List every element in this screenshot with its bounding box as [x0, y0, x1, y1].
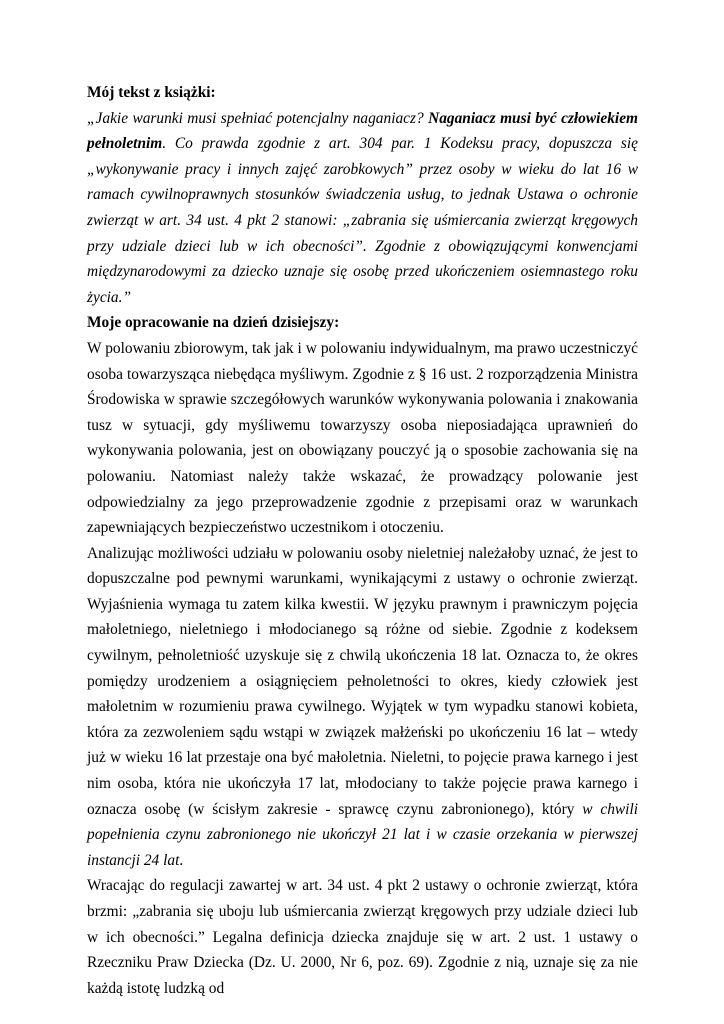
- document-page: [87, 80, 638, 1001]
- book-quote-paragraph: [87, 106, 638, 311]
- book-quote-bold: Naganiacz musi być człowiekiem pełnoletnim: [87, 109, 639, 153]
- paragraph-regulation: Wracając do regulacji zawartej w art. 34 ust. 4 pkt 2 ustawy o ochronie zwierząt, która brzmi: „zabrania się uboju lub uśmiercania zwierząt kręgowych przy udziale dzieci lub w ich obecności.” Legalna definicja dziecka znajduje się w art. 2 ust. 1 ustawy o Rzeczniku Praw Dziecka (Dz. U. 2000, Nr 6, poz. 69). Zgodnie z nią, uznaje się za nie każdą istotę ludzką od: [87, 877, 638, 997]
- paragraph-minors-italic: w chwili popełnienia czynu zabronionego nie ukończył 21 lat i w czasie orzekania w pierwszej instancji 24 lat: [87, 800, 638, 869]
- paragraph-minors-main: Analizując możliwości udziału w polowaniu osoby nieletniej należałoby uznać, że jest to dopuszczalne pod pewnymi warunkami, wynikającymi z ustawy o ochronie zwierząt. Wyjaśnienia wymaga tu zatem kilka kwestii. W języku prawnym i prawniczym pojęcia małoletniego, nieletniego i młodocianego są różne od siebie. Zgodnie z kodeksem cywilnym, pełnoletniość uzyskuje się z chwilą ukończenia 18 lat. Oznacza to, że okres pomiędzy urodzeniem a osiągnięciem pełnoletności to okres, kiedy człowiek jest małoletnim w rozumieniu prawa cywilnego. Wyjątek w tym wypadku stanowi kobieta, która za zezwoleniem sądu wstąpi w związek małżeński po ukończeniu 16 lat – wtedy już w wieku 16 lat przestaje ona być małoletnia. Nieletni, to pojęcie prawa karnego i jest nim osoba, która nie ukończyła 17 lat, młodociany to także pojęcie prawa karnego i oznacza osobę (w ścisłym zakresie - sprawcę czynu zabronionego), który: [87, 544, 638, 818]
- paragraph-minors: [87, 541, 638, 874]
- book-quote-body: . Co prawda zgodnie z art. 304 par. 1 Kodeksu pracy, dopuszcza się „wykonywanie pracy i innych zajęć zarobkowych” przez osoby w wieku do lat 16 w ramach cywilnoprawnych stosunków świadczenia usług, to jednak Ustawa o ochronie zwierząt w art. 34 ust. 4 pkt 2 stanowi: „zabrania się uśmiercania zwierząt kręgowych przy udziale dzieci lub w ich obecności”. Zgodnie z obowiązującymi konwencjami międzynarodowymi za dziecko uznaje się osobę przed ukończeniem osiemnastego roku życia.”: [87, 135, 638, 306]
- heading-today: Moje opracowanie na dzień dzisiejszy:: [87, 314, 340, 332]
- paragraph-minors-end: .: [179, 851, 184, 869]
- paragraph-companion: W polowaniu zbiorowym, tak jak i w polowaniu indywidualnym, ma prawo uczestniczyć osoba towarzysząca niebędąca myśliwym. Zgodnie z § 16 ust. 2 rozporządzenia Ministra Środowiska w sprawie szczegółowych warunków wykonywania polowania i znakowania tusz w sytuacji, gdy myśliwemu towarzyszy osoba nieposiadająca uprawnień do wykonywania polowania, jest on obowiązany pouczyć ją o sposobie zachowania się na polowaniu. Natomiast należy także wskazać, że prowadzący polowanie jest odpowiedzialny za jego przeprowadzenie zgodnie z przepisami oraz w warunkach zapewniających bezpieczeństwo uczestnikom i otoczeniu.: [87, 339, 638, 537]
- heading-book-text: Mój tekst z książki:: [87, 84, 216, 101]
- book-quote-question: „Jakie warunki musi spełniać potencjalny naganiacz?: [87, 109, 429, 127]
